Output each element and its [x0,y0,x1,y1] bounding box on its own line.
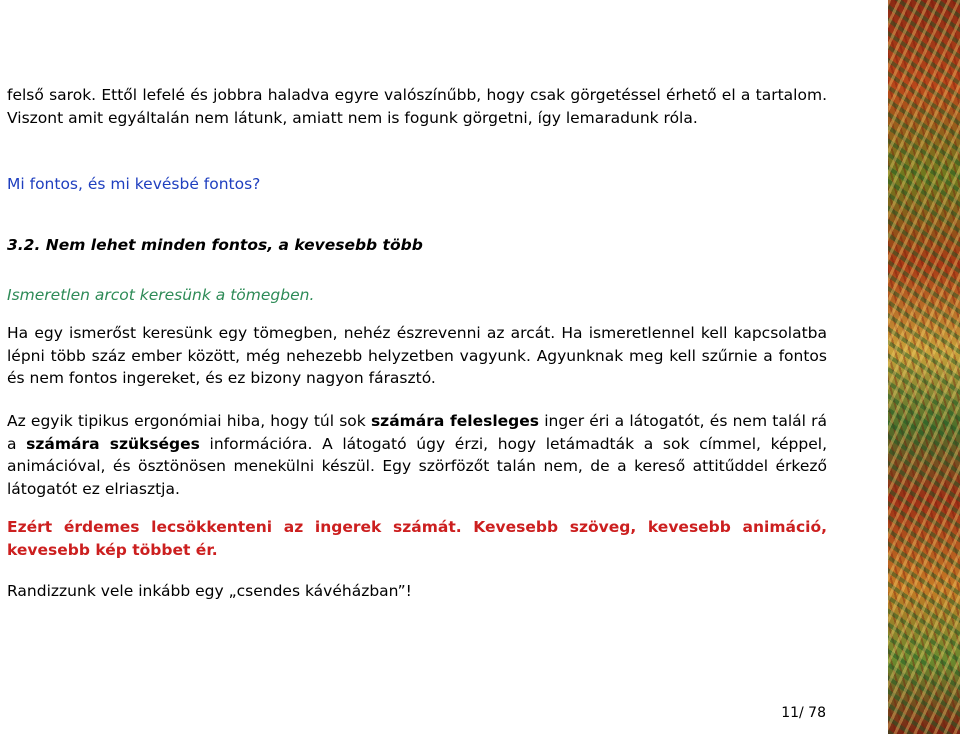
closing-text: Randizzunk vele inkább egy „csendes kávéházban”! [7,582,412,600]
page-number: 11/ 78 [781,705,826,721]
subheading-text: Ismeretlen arcot keresünk a tömegben. [7,286,315,304]
crowd-paragraph [7,322,827,390]
ergonomics-paragraph [7,410,827,500]
conclusion-text: Ezért érdemes lecsökkenteni az ingerek számát. Kevesebb szöveg, kevesebb animáció, kevesebb kép többet ér. [7,518,827,559]
conclusion-paragraph [7,516,827,561]
section-heading-text: 3.2. Nem lehet minden fontos, a kevesebb több [7,236,423,254]
intro-paragraph [7,84,827,129]
decorative-side-strip [888,0,960,734]
closing-paragraph [7,580,827,603]
intro-text: felső sarok. Ettől lefelé és jobbra haladva egyre valószínűbb, hogy csak görgetéssel érhető el a tartalom. Viszont amit egyáltalán nem látunk, amiatt nem is fogunk görgetni, így lemaradunk róla. [7,86,827,127]
crowd-text: Ha egy ismerőst keresünk egy tömegben, nehéz észrevenni az arcát. Ha ismeretlennel kell kapcsolatba lépni több száz ember között, még nehezebb helyzetben vagyunk. Agyunknak meg kell szűrnie a fontos és nem fontos ingereket, és ez bizony nagyon fárasztó. [7,324,827,387]
section-heading [7,234,827,257]
ergonomics-text-1: Az egyik tipikus ergonómiai hiba, hogy túl sok [7,412,371,430]
ergonomics-text-2: inger éri a látogatót, és nem talál rá a [7,412,827,453]
subheading [7,284,827,307]
question-heading [7,173,827,196]
question-heading-text: Mi fontos, és mi kevésbé fontos? [7,175,261,193]
ergonomics-text-3: információra. A látogató úgy érzi, hogy letámadták a sok címmel, képpel, animációval, és ösztönösen menekülni készül. Egy szörfözőt talán nem, de a kereső attitűddel érkező látogatót ez elriasztja. [7,434,827,498]
ergonomics-bold-1: számára felesleges [370,412,539,430]
ergonomics-bold-2: számára szükséges [26,434,200,453]
